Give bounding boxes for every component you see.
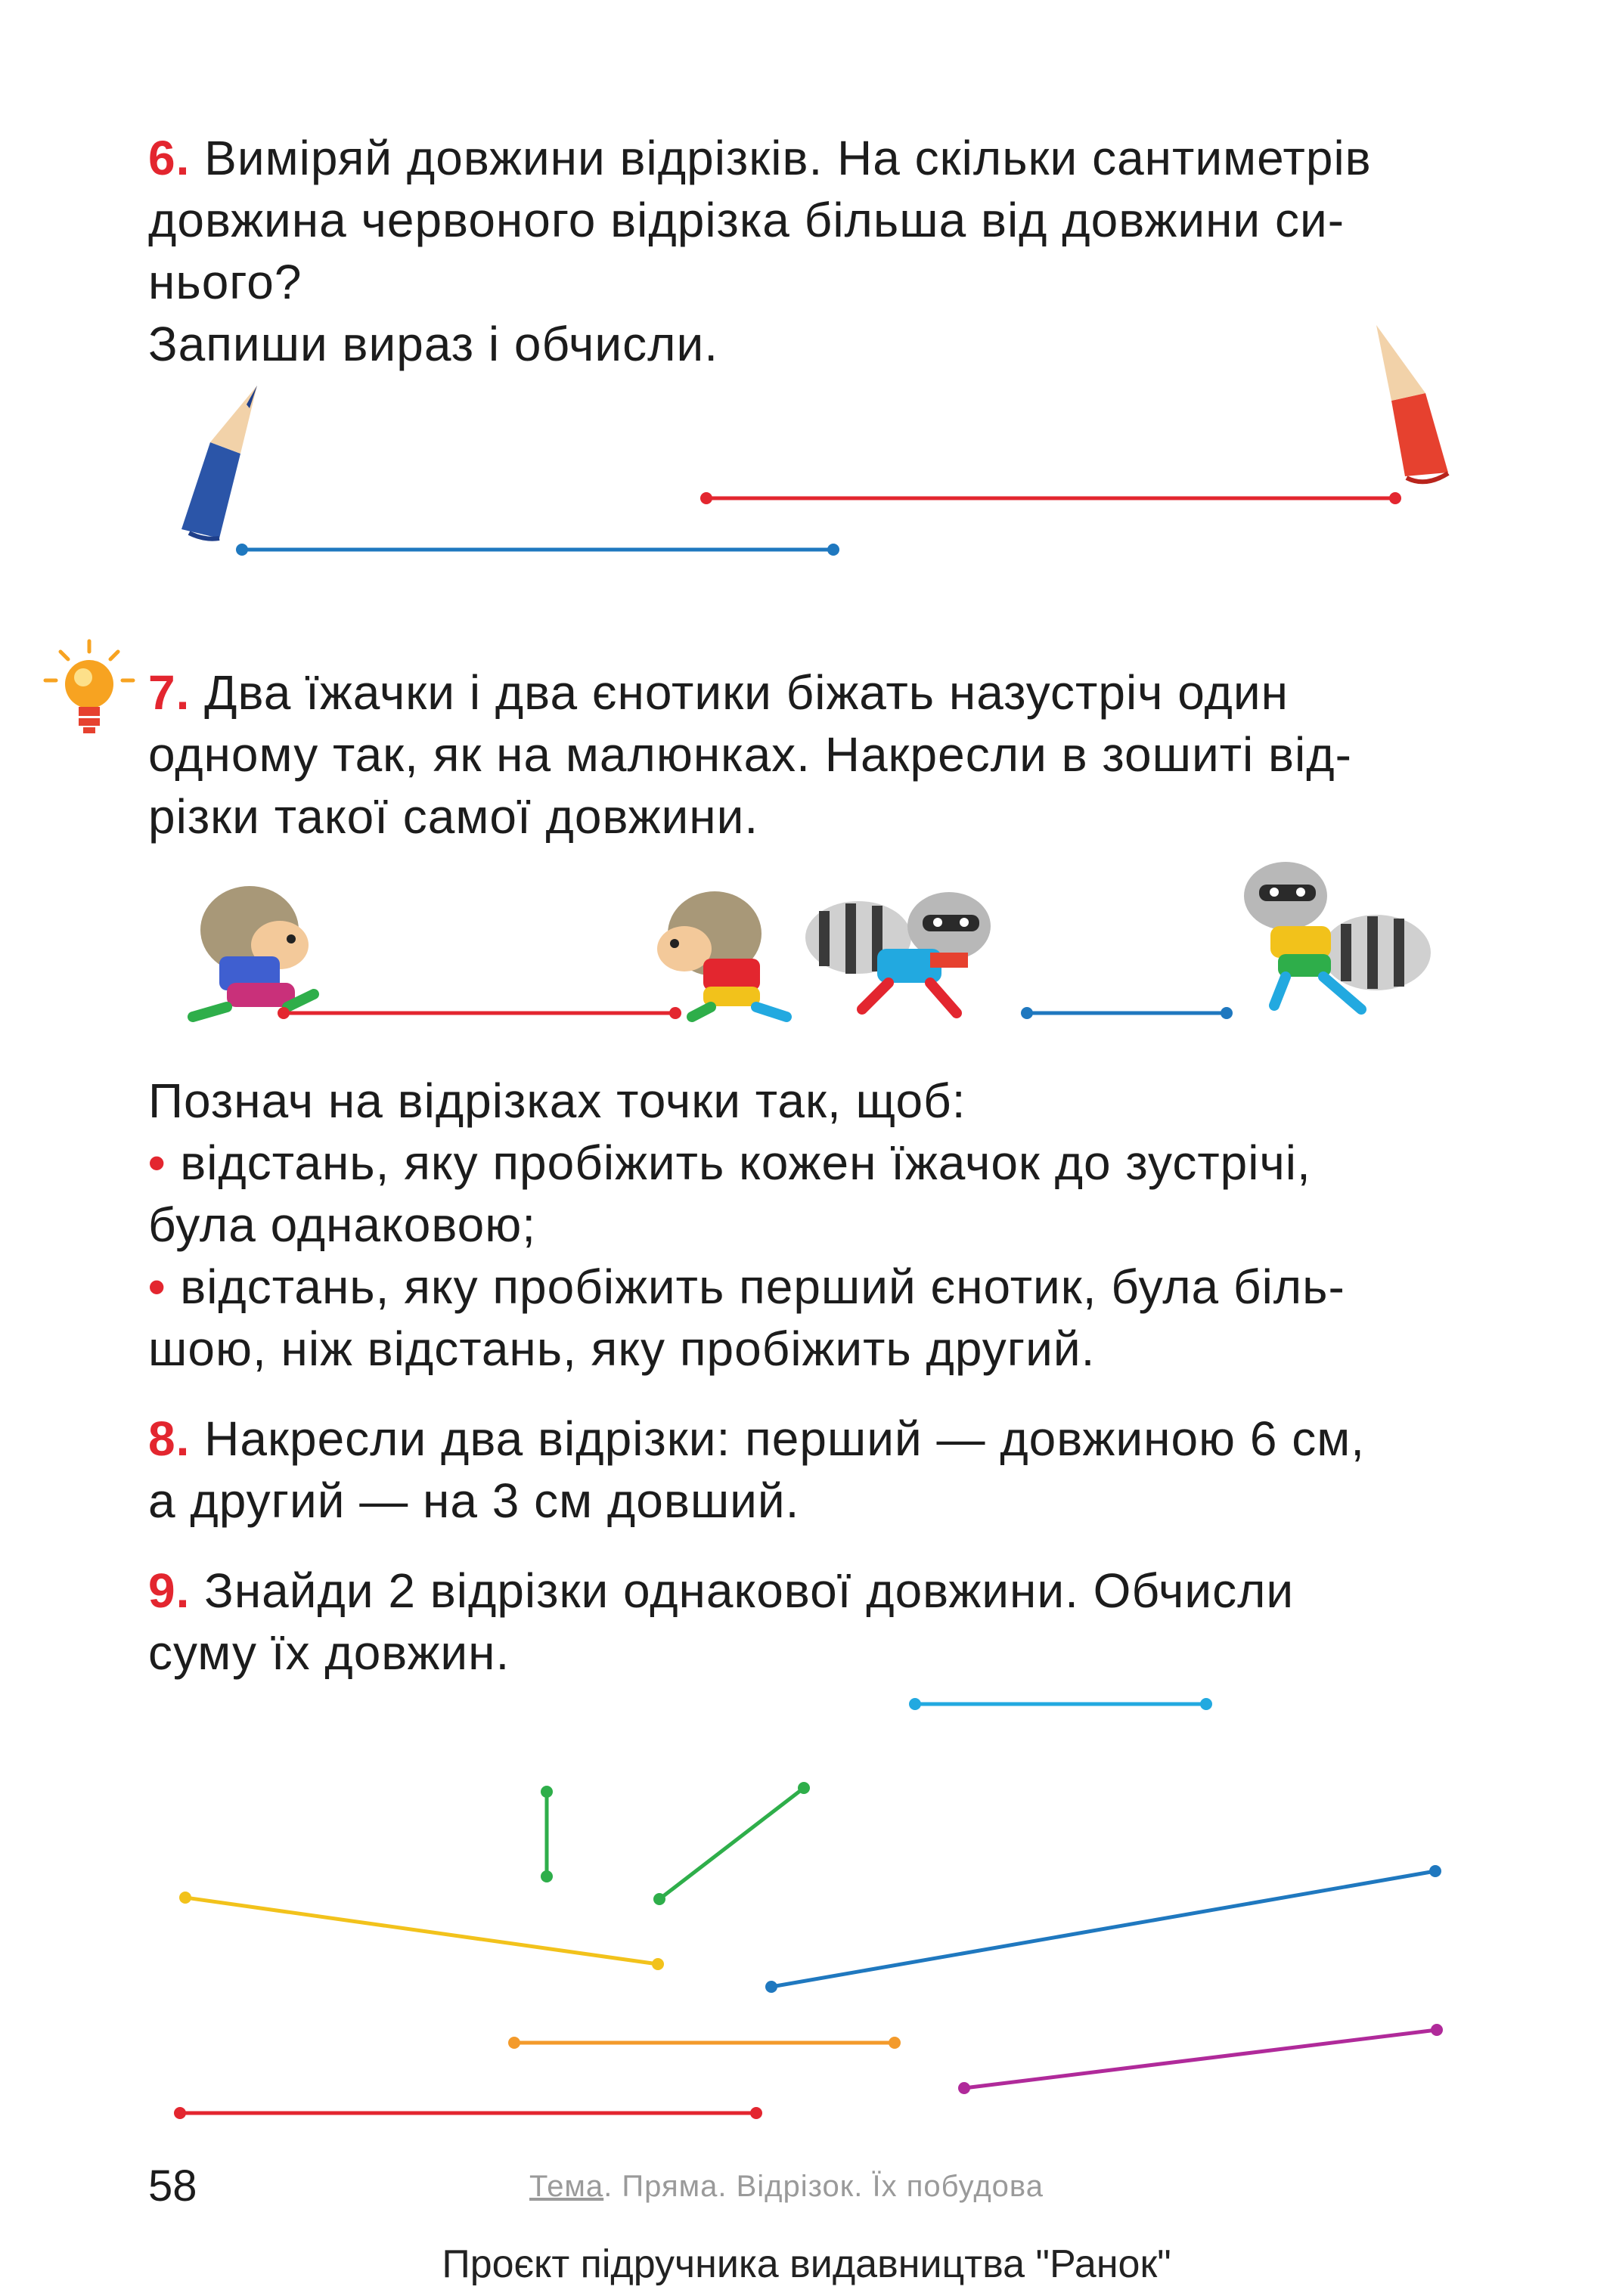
task-9-number: 9. <box>148 1563 191 1618</box>
bullet-2-line-1: відстань, яку пробіжить перший єнотик, була біль- <box>180 1260 1345 1314</box>
task-9-red-segment <box>174 2107 762 2119</box>
task-9-orange-segment <box>508 2037 901 2049</box>
bullet-1-line-2: була однаковою; <box>148 1198 536 1252</box>
task-6-line-4: Запиши вираз і обчисли. <box>148 317 718 371</box>
task-9-cyan-segment <box>909 1698 1212 1710</box>
topic-text: . Пряма. Відрізок. Їх побудова <box>603 2170 1044 2203</box>
topic-link[interactable]: Тема <box>529 2170 604 2203</box>
lightbulb-icon <box>45 641 133 733</box>
task-7-red-segment <box>278 1007 681 1019</box>
task-6-red-segment <box>700 492 1401 504</box>
task-9-green-vertical-segment <box>541 1786 553 1882</box>
raccoon-icon <box>1244 862 1431 1009</box>
task-9-yellow-segment <box>179 1892 664 1970</box>
task-9-line-2: суму їх довжин. <box>148 1625 510 1680</box>
task-7-line-3: різки такої самої довжини. <box>148 789 759 844</box>
bullet-1-line-1: відстань, яку пробіжить кожен їжачок до зустрічі, <box>180 1136 1311 1190</box>
task-8-number: 8. <box>148 1411 191 1466</box>
page-number: 58 <box>148 2161 197 2211</box>
task-6-line-1: Виміряй довжини відрізків. На скільки сантиметрів <box>204 131 1372 185</box>
task-6-line-3: нього? <box>148 255 302 309</box>
project-note: Проєкт підручника видавництва "Ранок" <box>442 2242 1171 2286</box>
task-7-instruction: Познач на відрізках точки так, щоб: <box>148 1074 966 1128</box>
raccoon-icon <box>805 892 991 1013</box>
task-7-line-2: одному так, як на малюнках. Накресли в зошиті від- <box>148 727 1352 782</box>
task-9-line-1: Знайди 2 відрізки однакової довжини. Обчисли <box>204 1563 1295 1618</box>
task-9-blue-segment <box>765 1865 1441 1993</box>
task-7-blue-segment <box>1021 1007 1233 1019</box>
task-6-line-2: довжина червоного відрізка більша від довжини си- <box>148 193 1345 247</box>
hedgehog-icon <box>193 886 314 1017</box>
red-pencil-icon <box>1376 325 1448 482</box>
topic-line <box>529 2170 1044 2204</box>
bullet-1-mark: • <box>148 1136 166 1190</box>
task-6-blue-segment <box>236 544 839 556</box>
task-6-number: 6. <box>148 131 191 185</box>
task-9-green-diagonal-segment <box>653 1782 810 1905</box>
task-9-purple-segment <box>958 2024 1443 2094</box>
task-7-line-1: Два їжачки і два єнотики біжать назустріч один <box>204 665 1289 720</box>
task-8-line-2: а другий — на 3 см довший. <box>148 1473 800 1528</box>
task-8-line-1: Накресли два відрізки: перший — довжиною 6 см, <box>204 1411 1365 1466</box>
hedgehog-icon <box>657 891 786 1017</box>
bullet-2-mark: • <box>148 1260 166 1314</box>
task-7-number: 7. <box>148 665 191 720</box>
blue-pencil-icon <box>181 386 257 539</box>
bullet-2-line-2: шою, ніж відстань, яку пробіжить другий. <box>148 1322 1096 1376</box>
